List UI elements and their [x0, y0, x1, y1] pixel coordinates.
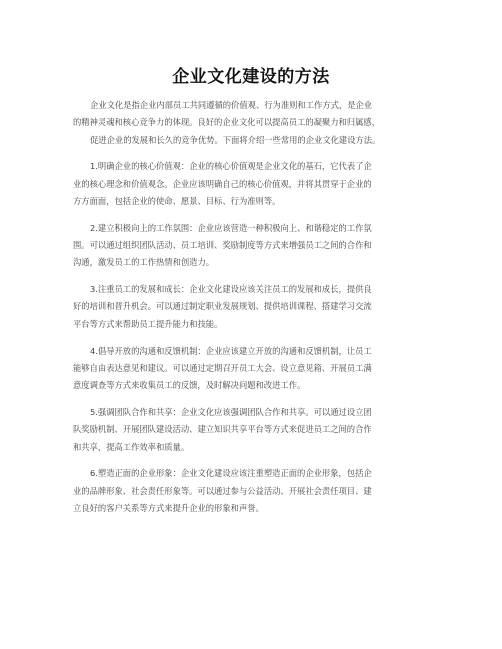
paragraph-line: 沟通，激发员工的工作热情和创造力。: [73, 257, 215, 268]
paragraph-line: 和共享，提高工作效率和质量。: [73, 441, 190, 452]
paragraph-line: 队奖励机制、开展团队建设活动、建立知识共享平台等方式来促进员工之间的合作: [73, 424, 372, 435]
paragraph-method-2: [73, 220, 435, 272]
document-title: 企业文化建设的方法: [172, 67, 330, 87]
paragraph-line: 业的核心理念和价值观念。企业应该明确自己的核心价值观，并将其贯穿于企业的: [73, 178, 372, 189]
paragraph-line: 好的培训和晋升机会。可以通过制定职业发展规划、提供培训课程、搭建学习交流: [73, 301, 372, 312]
paragraph-line: 2.建立积极向上的工作氛围：企业应该营造一种积极向上、和谐稳定的工作氛: [90, 222, 372, 233]
paragraph-line: 6.塑造正面的企业形象：企业文化建设应该注重塑造正面的企业形象，包括企: [90, 468, 372, 479]
paragraph-line: 4.倡导开放的沟通和反馈机制：企业应该建立开放的沟通和反馈机制，让员工: [90, 345, 372, 356]
paragraph-line: 围。可以通过组织团队活动、员工培训、奖励制度等方式来增强员工之间的合作和: [73, 240, 372, 251]
paragraph-method-1: [73, 158, 435, 210]
paragraph-line: 5.强调团队合作和共享：企业文化应该强调团队合作和共享。可以通过设立团: [90, 406, 372, 417]
paragraph-line: 的精神灵魂和核心竞争力的体现。良好的企业文化可以提高员工的凝聚力和归属感，: [73, 117, 380, 128]
paragraph-method-4: [73, 343, 435, 395]
paragraph-method-6: [73, 465, 435, 517]
paragraph-line: 3.注重员工的发展和成长：企业文化建设应该关注员工的发展和成长，提供良: [90, 284, 372, 295]
paragraph-line: 企业文化是指企业内部员工共同遵循的价值观、行为准则和工作方式，是企业: [90, 100, 373, 110]
paragraph-line: 方方面面，包括企业的使命、愿景、目标、行为准则等。: [73, 195, 281, 206]
paragraph-line: 能够自由表达意见和建议。可以通过定期召开员工大会、设立意见箱、开展员工满: [73, 362, 372, 373]
paragraph-line: 促进企业的发展和长久的竞争优势。下面将介绍一些常用的企业文化建设方法。: [90, 134, 381, 145]
paragraph-intro: [73, 97, 435, 149]
document-body: [73, 97, 435, 527]
paragraph-line: 平台等方式来帮助员工提升能力和技能。: [73, 318, 223, 329]
paragraph-line: 意度调查等方式来收集员工的反馈，及时解决问题和改进工作。: [73, 380, 306, 391]
paragraph-line: 业的品牌形象、社会责任形象等。可以通过参与公益活动、开展社会责任项目、建: [73, 485, 372, 496]
paragraph-method-5: [73, 404, 435, 456]
paragraph-method-3: [73, 281, 435, 333]
paragraph-line: 立良好的客户关系等方式来提升企业的形象和声誉。: [73, 502, 264, 513]
paragraph-line: 1.明确企业的核心价值观：企业的核心价值观是企业文化的基石，它代表了企: [90, 161, 372, 172]
